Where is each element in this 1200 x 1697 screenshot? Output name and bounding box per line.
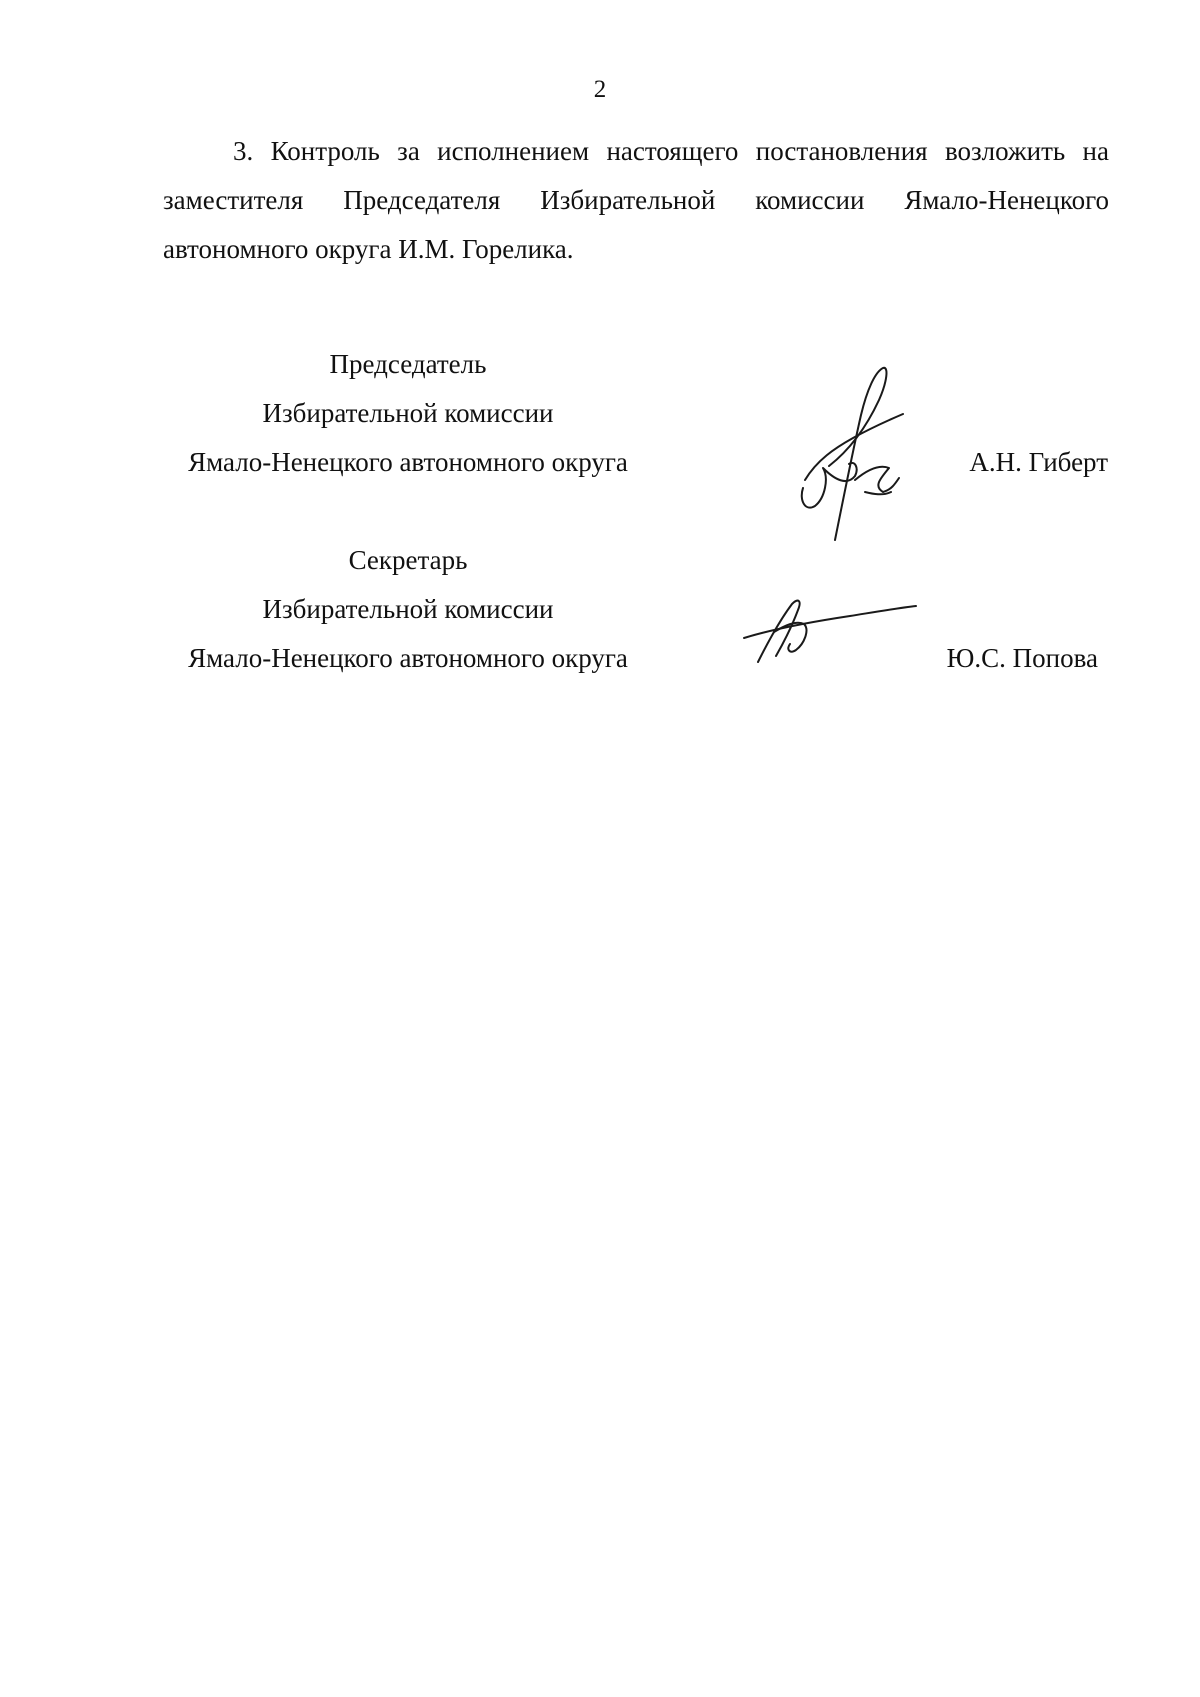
resolution-clause: 3. Контроль за исполнением настоящего постановления возложить на заместителя Председателя Избирательной комиссии Ямало-Ненецкого автономного округа И.М. Горелика. [163, 136, 1109, 264]
position-body: Избирательной комиссии [262, 594, 554, 624]
position-title: Секретарь [348, 545, 468, 575]
page-number: 2 [593, 76, 607, 103]
position-region: Ямало-Ненецкого автономного округа [188, 447, 628, 477]
position-region: Ямало-Ненецкого автономного округа [188, 643, 628, 673]
position-title: Председатель [329, 349, 487, 379]
signatory-secretary-position [163, 536, 653, 683]
position-body: Избирательной комиссии [262, 398, 554, 428]
signatory-chairman-position [163, 340, 653, 487]
chairman-name: А.Н. Гиберт [969, 447, 1108, 477]
secretary-name: Ю.С. Попова [946, 643, 1098, 673]
